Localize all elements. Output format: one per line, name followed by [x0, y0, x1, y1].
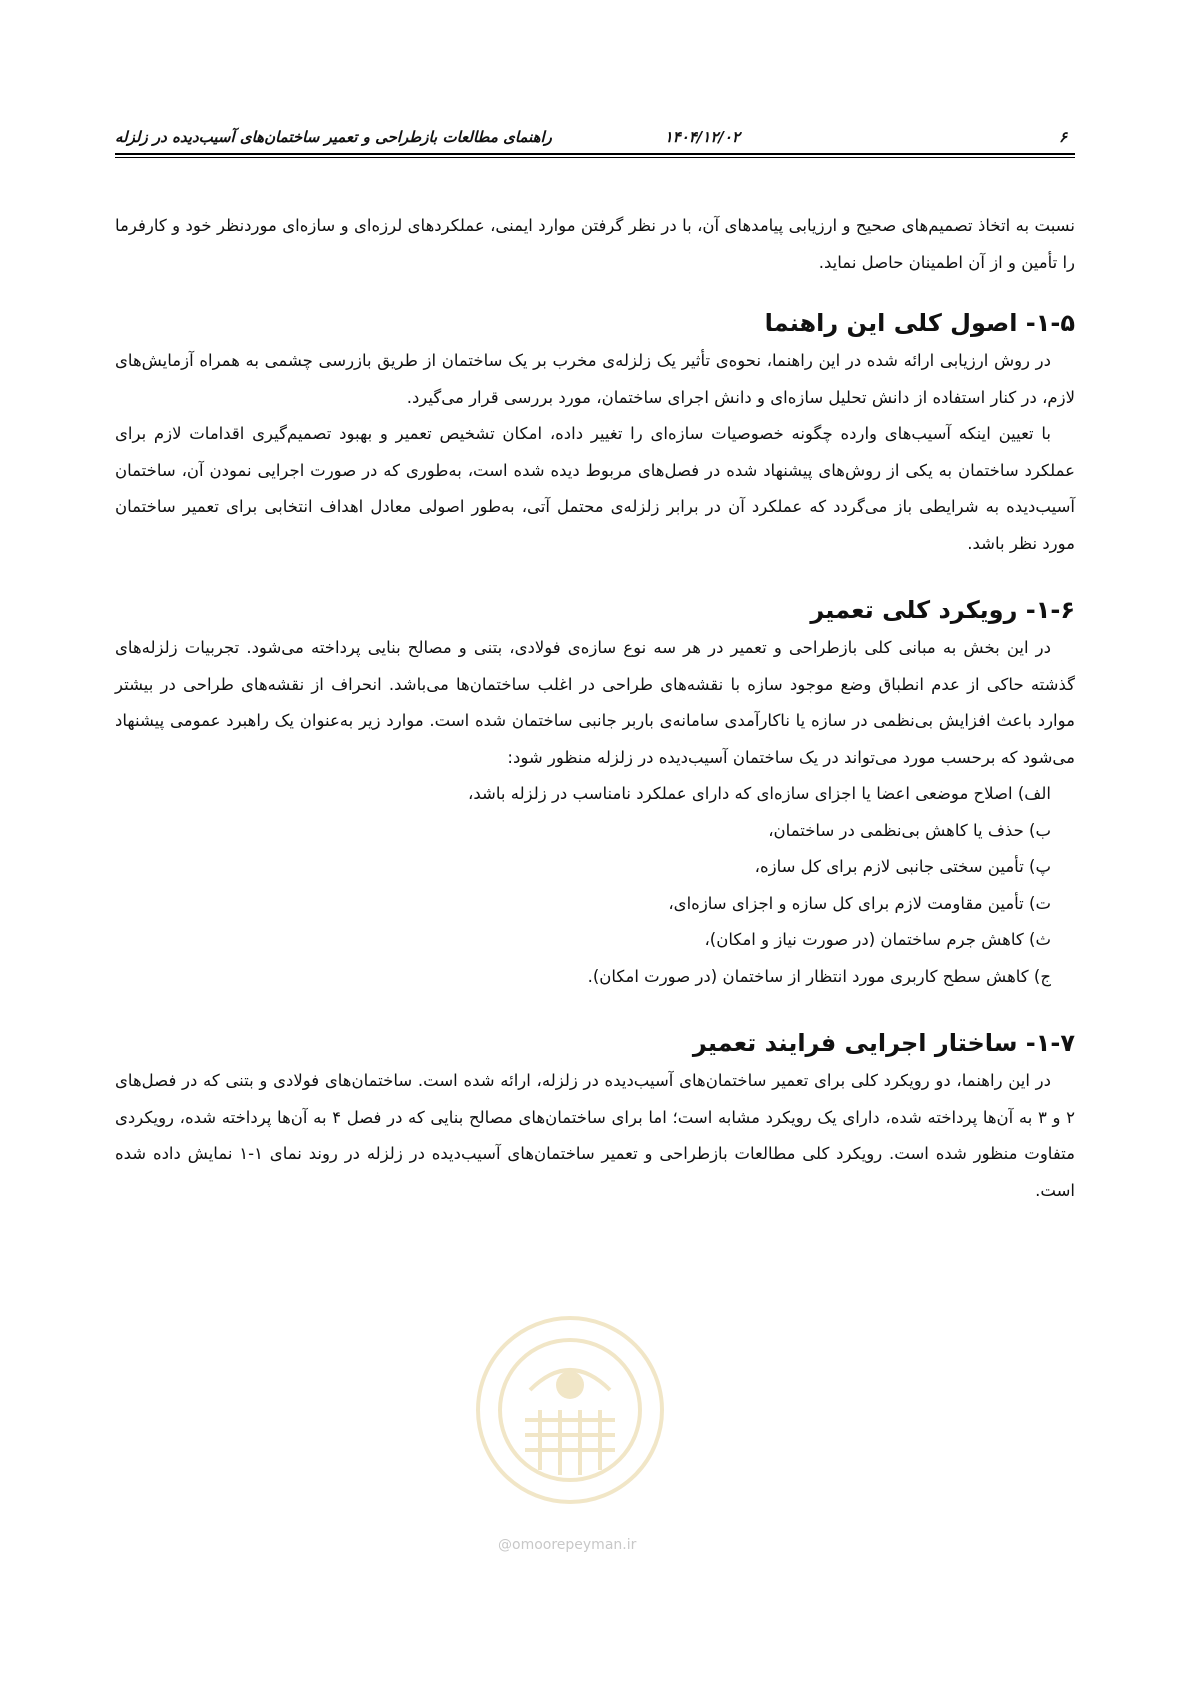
watermark-text: @omoorepeyman.ir	[498, 1537, 637, 1553]
page-body	[115, 208, 1075, 1209]
repair-strategy-list	[115, 776, 1075, 995]
section-1-5-paragraph-1: در روش ارزیابی ارائه شده در این راهنما، نحوه‌ی تأثیر یک زلزله‌ی مخرب بر یک ساختمان از طریق بازرسی چشمی به همراه آزمایش‌های لازم، در کنار استفاده از دانش تحلیل سازه‌ای و دانش اجرای ساختمان، مورد بررسی قرار می‌گیرد.	[115, 351, 1075, 407]
list-item: پ) تأمین سختی جانبی لازم برای کل سازه،	[754, 857, 1051, 876]
section-heading-1-6: ۱-۶- رویکرد کلی تعمیر	[810, 596, 1075, 624]
header-title: راهنمای مطالعات بازطراحی و تعمیر ساختمان‌های آسیب‌دیده در زلزله	[115, 128, 552, 146]
section-1-5-paragraph-2: با تعیین اینکه آسیب‌های وارده چگونه خصوصیات سازه‌ای را تغییر داده، امکان تشخیص تعمیر و بهبود تصمیم‌گیری اقدامات لازم برای عملکرد ساختمان به یکی از روش‌های پیشنهاد شده در فصل‌های مربوط دیده شده است، به‌طوری که در صورت اجرایی نمودن آن، ساختمان آسیب‌دیده به شرایطی باز می‌گردد که عملکرد آن در برابر زلزله‌ی محتمل آتی، به‌طور اصولی معادل اهداف انتخابی برای تعمیر ساختمان مورد نظر باشد.	[115, 424, 1075, 553]
section-heading-1-7: ۱-۷- ساختار اجرایی فرایند تعمیر	[692, 1029, 1075, 1057]
section-heading-1-5: ۱-۵- اصول کلی این راهنما	[764, 309, 1075, 337]
header-rule-thin	[115, 157, 1075, 158]
page-number: ۶	[1058, 128, 1067, 146]
list-item: ب) حذف یا کاهش بی‌نظمی در ساختمان،	[768, 820, 1051, 840]
omoorepeyman-logo-icon	[470, 1310, 670, 1510]
list-item: ج) کاهش سطح کاربری مورد انتظار از ساختمان (در صورت امکان).	[587, 966, 1051, 986]
header-rule-thick	[115, 153, 1075, 155]
list-item: ث) کاهش جرم ساختمان (در صورت نیاز و امکان)،	[704, 930, 1051, 949]
section-1-7-paragraph-1: در این راهنما، دو رویکرد کلی برای تعمیر ساختمان‌های آسیب‌دیده در زلزله، ارائه شده است. ساختمان‌های فولادی و بتنی که در فصل‌های ۲ و ۳ به آن‌ها پرداخته شده، دارای یک رویکرد مشابه است؛ اما برای ساختمان‌های مصالح بنایی که در فصل ۴ به آن‌ها پرداخته شده، رویکردی متفاوت منظور شده است. رویکرد کلی مطالعات بازطراحی و تعمیر ساختمان‌های آسیب‌دیده در زلزله در روند نمای ۱-۱ نمایش داده شده است.	[115, 1071, 1075, 1200]
intro-paragraph: نسبت به اتخاذ تصمیم‌های صحیح و ارزیابی پیامدهای آن، با در نظر گرفتن موارد ایمنی، عملکردهای لرزه‌ای و سازه‌ای موردنظر خود و کارفرما را تأمین و از آن اطمینان حاصل نماید.	[115, 216, 1075, 272]
section-1-6-paragraph-1: در این بخش به مبانی کلی بازطراحی و تعمیر در هر سه نوع سازه‌ی فولادی، بتنی و مصالح بنایی پرداخته می‌شود. تجربیات زلزله‌های گذشته حاکی از عدم انطباق وضع موجود سازه با نقشه‌های طراحی در اغلب ساختمان‌ها می‌باشد. انحراف از نقشه‌های طراحی در بیشتر موارد باعث افزایش بی‌نظمی در سازه یا ناکارآمدی سامانه‌ی باربر جانبی ساختمان شده است. موارد زیر به‌عنوان یک راهبرد عمومی پیشنهاد می‌شود که برحسب مورد می‌تواند در یک ساختمان آسیب‌دیده در زلزله منظور شود:	[115, 638, 1075, 767]
list-item: ت) تأمین مقاومت لازم برای کل سازه و اجزای سازه‌ای،	[668, 893, 1051, 913]
list-item: الف) اصلاح موضعی اعضا یا اجزای سازه‌ای که دارای عملکرد نامناسب در زلزله باشد،	[468, 784, 1051, 803]
page-header	[115, 128, 1075, 162]
header-date: ۱۴۰۴/۱۲/۰۲	[664, 128, 740, 146]
